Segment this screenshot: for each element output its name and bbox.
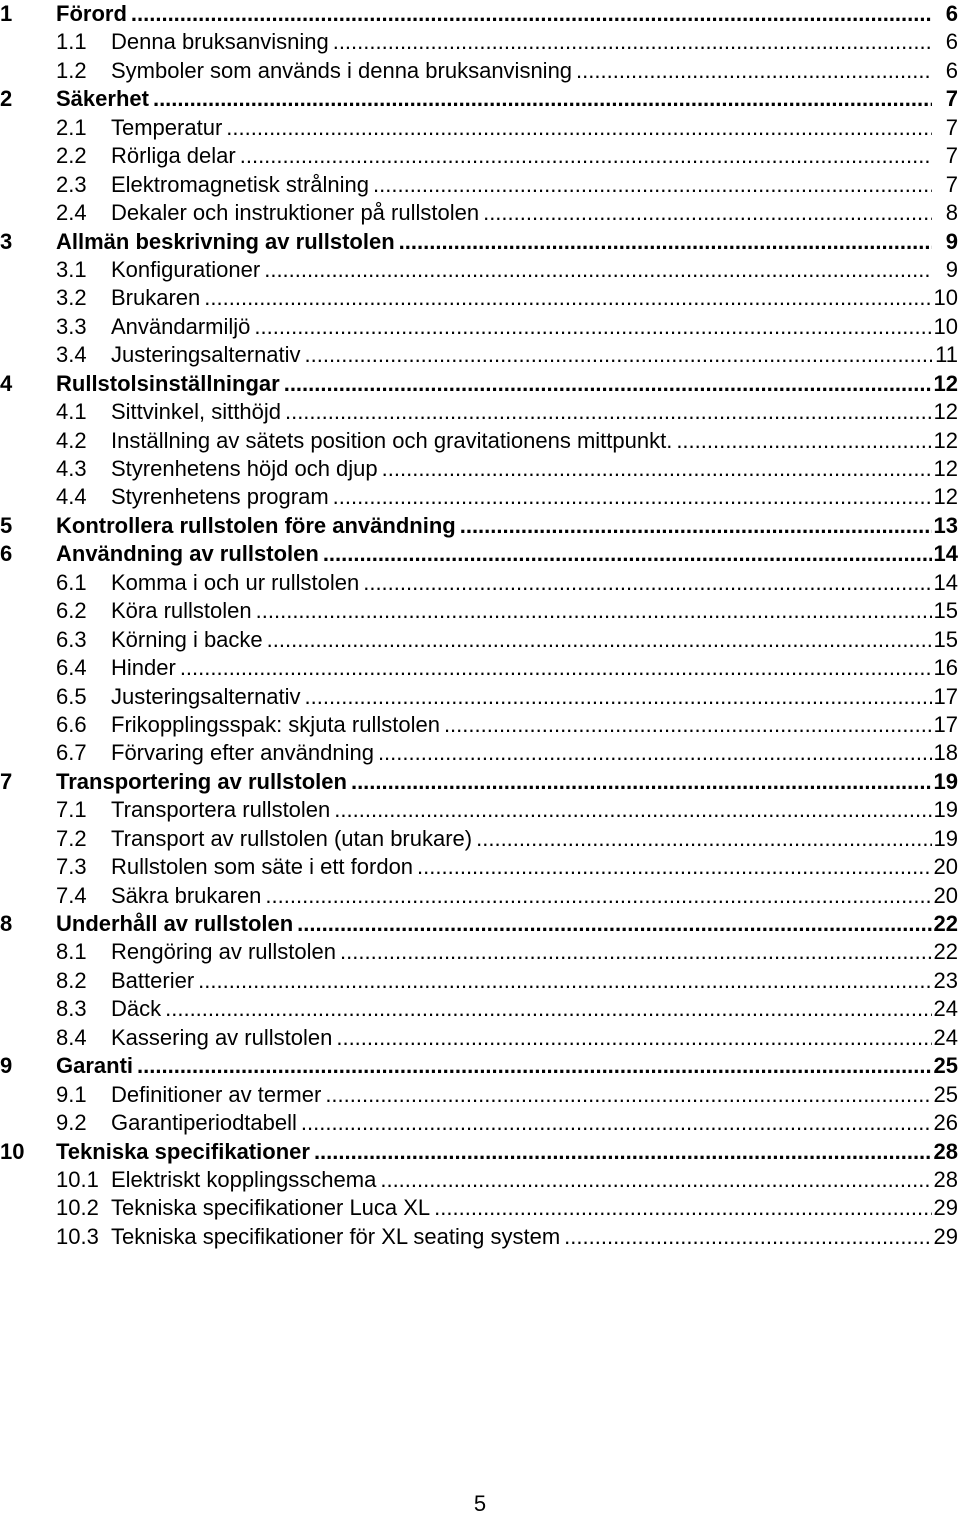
toc-entry-title: Rullstolen som säte i ett fordon — [111, 853, 417, 881]
toc-entry-page: 12 — [933, 427, 958, 453]
toc-entry-title-line — [56, 1138, 932, 1166]
toc-entry-title-line — [56, 910, 932, 938]
toc-entry-page: 29 — [933, 1223, 958, 1249]
toc-dot-leader — [198, 967, 932, 995]
toc-entry-title-line — [111, 28, 932, 56]
toc-entry-title-line — [111, 1194, 932, 1222]
toc-entry-title: Symboler som används i denna bruksanvisning — [111, 57, 576, 85]
toc-section-entry[interactable] — [0, 171, 960, 199]
toc-dot-leader — [284, 370, 932, 398]
toc-entry-title-line — [111, 853, 932, 881]
toc-entry-title-line — [111, 569, 932, 597]
toc-entry-title: Frikopplingsspak: skjuta rullstolen — [111, 711, 444, 739]
toc-section-entry[interactable] — [0, 739, 960, 767]
toc-entry-number: 9.1 — [56, 1081, 87, 1107]
toc-entry-page: 10 — [933, 313, 958, 339]
toc-section-entry[interactable] — [0, 142, 960, 170]
toc-entry-title-line — [111, 256, 932, 284]
toc-entry-title: Transportering av rullstolen — [56, 768, 351, 796]
toc-section-entry[interactable] — [0, 882, 960, 910]
toc-entry-page: 28 — [933, 1166, 958, 1192]
toc-entry-title-line — [111, 1109, 932, 1137]
toc-entry-number: 3.4 — [56, 342, 87, 368]
toc-dot-leader — [131, 0, 932, 28]
toc-entry-page: 14 — [933, 541, 958, 567]
toc-entry-page: 26 — [933, 1110, 958, 1136]
toc-entry-page: 9 — [945, 228, 958, 254]
toc-dot-leader — [265, 882, 932, 910]
toc-entry-number: 8.2 — [56, 967, 87, 993]
toc-entry-title-line — [111, 313, 932, 341]
toc-chapter-entry[interactable] — [0, 512, 960, 540]
toc-entry-title: Justeringsalternativ — [111, 683, 305, 711]
toc-dot-leader — [434, 1194, 932, 1222]
toc-entry-title: Säkerhet — [56, 85, 153, 113]
toc-entry-page: 25 — [933, 1081, 958, 1107]
toc-entry-title-line — [111, 825, 932, 853]
toc-entry-title: Däck — [111, 995, 165, 1023]
toc-entry-number: 1.1 — [56, 29, 87, 55]
toc-entry-number: 1.2 — [56, 57, 87, 83]
toc-entry-title-line — [111, 199, 932, 227]
toc-entry-page: 22 — [933, 911, 958, 936]
toc-entry-title: Rörliga delar — [111, 142, 240, 170]
toc-entry-page: 12 — [933, 399, 958, 425]
toc-entry-title: Batterier — [111, 967, 198, 995]
toc-entry-page: 17 — [933, 711, 958, 737]
toc-entry-title: Dekaler och instruktioner på rullstolen — [111, 199, 483, 227]
toc-entry-title-line — [56, 1052, 932, 1080]
toc-chapter-entry[interactable] — [0, 228, 960, 256]
toc-entry-title-line — [56, 228, 932, 256]
toc-entry-page: 6 — [945, 29, 958, 55]
toc-entry-title-line — [111, 1024, 932, 1052]
toc-chapter-entry[interactable] — [0, 910, 960, 938]
toc-entry-page: 18 — [933, 740, 958, 766]
toc-section-entry[interactable] — [0, 483, 960, 511]
toc-entry-title-line — [111, 938, 932, 966]
toc-entry-title: Kassering av rullstolen — [111, 1024, 336, 1052]
toc-entry-title-line — [111, 171, 932, 199]
toc-section-entry[interactable] — [0, 995, 960, 1023]
toc-entry-number: 5 — [0, 512, 13, 538]
toc-entry-page: 15 — [933, 626, 958, 652]
toc-entry-title: Styrenhetens höjd och djup — [111, 455, 382, 483]
toc-entry-title: Rengöring av rullstolen — [111, 938, 340, 966]
toc-entry-number: 7.1 — [56, 797, 87, 823]
toc-entry-page: 7 — [945, 171, 958, 197]
toc-section-entry[interactable] — [0, 597, 960, 625]
toc-chapter-entry[interactable] — [0, 0, 960, 28]
toc-entry-title-line — [111, 341, 932, 369]
toc-entry-title: Denna bruksanvisning — [111, 28, 333, 56]
toc-dot-leader — [564, 1223, 932, 1251]
toc-entry-title: Transportera rullstolen — [111, 796, 334, 824]
toc-entry-page: 28 — [933, 1138, 958, 1164]
toc-dot-leader — [380, 1166, 932, 1194]
toc-entry-title-line — [111, 683, 932, 711]
toc-entry-title-line — [56, 0, 932, 28]
toc-entry-title-line — [111, 57, 932, 85]
toc-dot-leader — [240, 142, 932, 170]
toc-entry-number: 6 — [0, 541, 13, 567]
toc-chapter-entry[interactable] — [0, 1052, 960, 1080]
toc-entry-page: 16 — [933, 655, 958, 681]
toc-entry-number: 2 — [0, 86, 13, 112]
toc-entry-title: Garantiperiodtabell — [111, 1109, 301, 1137]
toc-entry-number: 4 — [0, 370, 13, 396]
toc-entry-number: 4.1 — [56, 399, 87, 425]
toc-entry-title: Brukaren — [111, 284, 204, 312]
toc-section-entry[interactable] — [0, 455, 960, 483]
toc-dot-leader — [226, 114, 932, 142]
toc-entry-title: Elektromagnetisk strålning — [111, 171, 373, 199]
toc-section-entry[interactable] — [0, 683, 960, 711]
toc-entry-number: 8.4 — [56, 1024, 87, 1050]
toc-entry-page: 19 — [933, 825, 958, 851]
toc-chapter-entry[interactable] — [0, 370, 960, 398]
toc-entry-title-line — [111, 142, 932, 170]
toc-entry-page: 12 — [933, 484, 958, 510]
toc-entry-title: Rullstolsinställningar — [56, 370, 284, 398]
toc-entry-title: Styrenhetens program — [111, 483, 333, 511]
toc-entry-title: Temperatur — [111, 114, 226, 142]
toc-entry-title: Köra rullstolen — [111, 597, 256, 625]
toc-entry-number: 3 — [0, 228, 13, 254]
toc-entry-page: 17 — [933, 683, 958, 709]
toc-section-entry[interactable] — [0, 341, 960, 369]
toc-dot-leader — [305, 341, 932, 369]
toc-entry-page: 7 — [945, 114, 958, 140]
toc-entry-number: 10 — [0, 1138, 25, 1164]
toc-entry-title: Transport av rullstolen (utan brukare) — [111, 825, 476, 853]
toc-section-entry[interactable] — [0, 284, 960, 312]
toc-entry-page: 19 — [933, 797, 958, 823]
toc-section-entry[interactable] — [0, 1166, 960, 1194]
toc-section-entry[interactable] — [0, 825, 960, 853]
toc-dot-leader — [165, 995, 932, 1023]
toc-entry-page: 23 — [933, 967, 958, 993]
toc-entry-title-line — [111, 995, 932, 1023]
toc-dot-leader — [336, 1024, 932, 1052]
toc-entry-page: 9 — [945, 256, 958, 282]
toc-entry-number: 2.3 — [56, 171, 87, 197]
toc-entry-number: 3.3 — [56, 313, 87, 339]
toc-section-entry[interactable] — [0, 796, 960, 824]
page-number: 5 — [473, 1491, 487, 1516]
toc-entry-number: 10.3 — [56, 1223, 99, 1249]
toc-section-entry[interactable] — [0, 654, 960, 682]
toc-entry-page: 7 — [945, 143, 958, 169]
toc-entry-title: Definitioner av termer — [111, 1081, 325, 1109]
toc-entry-page: 20 — [933, 854, 958, 880]
toc-entry-page: 20 — [933, 882, 958, 908]
toc-dot-leader — [333, 28, 932, 56]
toc-dot-leader — [576, 57, 932, 85]
toc-entry-number: 1 — [0, 1, 13, 26]
toc-entry-number: 2.2 — [56, 143, 87, 169]
toc-dot-leader — [305, 683, 932, 711]
toc-section-entry[interactable] — [0, 711, 960, 739]
toc-entry-title-line — [111, 1166, 932, 1194]
toc-dot-leader — [460, 512, 932, 540]
toc-entry-title: Elektriskt kopplingsschema — [111, 1166, 380, 1194]
toc-entry-title-line — [111, 483, 932, 511]
toc-entry-title: Komma i och ur rullstolen — [111, 569, 363, 597]
toc-entry-title: Kontrollera rullstolen före användning — [56, 512, 460, 540]
toc-section-entry[interactable] — [0, 853, 960, 881]
toc-entry-page: 13 — [933, 512, 958, 538]
toc-entry-title: Allmän beskrivning av rullstolen — [56, 228, 399, 256]
toc-dot-leader — [204, 284, 932, 312]
toc-chapter-entry[interactable] — [0, 85, 960, 113]
toc-entry-title: Justeringsalternativ — [111, 341, 305, 369]
toc-entry-title: Tekniska specifikationer — [56, 1138, 314, 1166]
toc-entry-page: 12 — [933, 456, 958, 481]
toc-entry-page: 11 — [935, 342, 958, 368]
toc-section-entry[interactable] — [0, 1223, 960, 1251]
toc-dot-leader — [256, 597, 932, 625]
toc-entry-title: Körning i backe — [111, 626, 267, 654]
toc-entry-title-line — [111, 398, 932, 426]
toc-section-entry[interactable] — [0, 938, 960, 966]
toc-entry-title-line — [56, 768, 932, 796]
toc-entry-number: 7 — [0, 768, 13, 794]
toc-dot-leader — [444, 711, 932, 739]
toc-dot-leader — [301, 1109, 932, 1137]
toc-entry-number: 3.2 — [56, 285, 87, 311]
toc-dot-leader — [264, 256, 932, 284]
toc-entry-page: 25 — [933, 1053, 958, 1079]
toc-dot-leader — [382, 455, 932, 483]
toc-entry-title-line — [111, 114, 932, 142]
toc-section-entry[interactable] — [0, 114, 960, 142]
toc-chapter-entry[interactable] — [0, 768, 960, 796]
toc-chapter-entry[interactable] — [0, 1138, 960, 1166]
toc-dot-leader — [325, 1081, 932, 1109]
toc-entry-title-line — [111, 455, 932, 483]
toc-section-entry[interactable] — [0, 256, 960, 284]
toc-entry-number: 7.3 — [56, 854, 87, 880]
toc-entry-title-line — [111, 967, 932, 995]
toc-entry-page: 8 — [945, 200, 958, 226]
toc-entry-title-line — [111, 597, 932, 625]
toc-dot-leader — [137, 1052, 932, 1080]
toc-section-entry[interactable] — [0, 1109, 960, 1137]
toc-entry-title-line — [111, 1223, 932, 1251]
toc-entry-title: Förvaring efter användning — [111, 739, 378, 767]
toc-section-entry[interactable] — [0, 199, 960, 227]
toc-dot-leader — [417, 853, 932, 881]
toc-entry-title-line — [111, 882, 932, 910]
toc-dot-leader — [378, 739, 932, 767]
toc-entry-number: 6.5 — [56, 683, 87, 709]
toc-dot-leader — [476, 825, 932, 853]
toc-entry-number: 9.2 — [56, 1110, 87, 1136]
toc-entry-number: 3.1 — [56, 256, 87, 282]
toc-dot-leader — [254, 313, 932, 341]
toc-dot-leader — [676, 427, 932, 455]
toc-dot-leader — [363, 569, 932, 597]
toc-dot-leader — [351, 768, 932, 796]
toc-dot-leader — [483, 199, 932, 227]
toc-entry-title-line — [111, 626, 932, 654]
toc-dot-leader — [314, 1138, 932, 1166]
toc-section-entry[interactable] — [0, 398, 960, 426]
toc-dot-leader — [334, 796, 932, 824]
toc-entry-number: 8.3 — [56, 996, 87, 1022]
toc-section-entry[interactable] — [0, 569, 960, 597]
toc-section-entry[interactable] — [0, 1194, 960, 1222]
toc-entry-page: 22 — [933, 939, 958, 965]
toc-entry-number: 2.1 — [56, 114, 87, 140]
toc-section-entry[interactable] — [0, 626, 960, 654]
toc-entry-title: Underhåll av rullstolen — [56, 910, 297, 938]
toc-entry-title: Säkra brukaren — [111, 882, 265, 910]
toc-entry-number: 6.1 — [56, 569, 87, 595]
toc-entry-title-line — [111, 1081, 932, 1109]
toc-entry-number: 2.4 — [56, 200, 87, 226]
toc-entry-number: 10.1 — [56, 1166, 99, 1192]
toc-entry-number: 8 — [0, 911, 13, 936]
toc-entry-title: Användarmiljö — [111, 313, 254, 341]
toc-entry-title: Användning av rullstolen — [56, 540, 323, 568]
toc-section-entry[interactable] — [0, 967, 960, 995]
toc-dot-leader — [153, 85, 932, 113]
toc-entry-number: 7.4 — [56, 882, 87, 908]
toc-entry-title: Konfigurationer — [111, 256, 264, 284]
toc-entry-title: Hinder — [111, 654, 180, 682]
toc-entry-title-line — [111, 654, 932, 682]
toc-dot-leader — [399, 228, 932, 256]
toc-entry-page: 29 — [933, 1195, 958, 1221]
toc-entry-number: 6.7 — [56, 740, 87, 766]
toc-entry-page: 6 — [945, 57, 958, 83]
toc-dot-leader — [323, 540, 932, 568]
toc-dot-leader — [285, 398, 932, 426]
toc-entry-title-line — [56, 512, 932, 540]
toc-entry-number: 4.4 — [56, 484, 87, 510]
toc-entry-title-line — [56, 540, 932, 568]
toc-chapter-entry[interactable] — [0, 540, 960, 568]
toc-entry-title-line — [111, 427, 932, 455]
toc-entry-page: 7 — [945, 86, 958, 112]
toc-entry-title-line — [111, 284, 932, 312]
toc-entry-number: 6.2 — [56, 598, 87, 624]
toc-dot-leader — [333, 483, 932, 511]
toc-entry-number: 8.1 — [56, 939, 87, 965]
toc-dot-leader — [373, 171, 932, 199]
toc-entry-page: 12 — [933, 370, 958, 396]
toc-entry-page: 14 — [933, 569, 958, 595]
toc-entry-title: Tekniska specifikationer för XL seating system — [111, 1223, 564, 1251]
toc-dot-leader — [340, 938, 932, 966]
toc-entry-title: Förord — [56, 0, 131, 28]
toc-entry-number: 7.2 — [56, 825, 87, 851]
toc-entry-page: 6 — [945, 1, 958, 26]
toc-dot-leader — [297, 910, 932, 938]
toc-entry-number: 9 — [0, 1053, 13, 1079]
toc-dot-leader — [180, 654, 932, 682]
toc-section-entry[interactable] — [0, 1024, 960, 1052]
toc-section-entry[interactable] — [0, 427, 960, 455]
toc-entry-title-line — [56, 370, 932, 398]
toc-entry-title-line — [111, 796, 932, 824]
toc-entry-page: 15 — [933, 598, 958, 624]
toc-entry-number: 10.2 — [56, 1195, 99, 1221]
toc-entry-title: Sittvinkel, sitthöjd — [111, 398, 285, 426]
toc-entry-title-line — [111, 739, 932, 767]
toc-entry-title: Garanti — [56, 1052, 137, 1080]
toc-entry-page: 24 — [933, 996, 958, 1022]
toc-entry-title: Tekniska specifikationer Luca XL — [111, 1194, 434, 1222]
toc-entry-number: 6.3 — [56, 626, 87, 652]
toc-entry-number: 6.4 — [56, 655, 87, 681]
toc-dot-leader — [267, 626, 932, 654]
toc-entry-page: 19 — [933, 768, 958, 794]
toc-entry-page: 10 — [933, 285, 958, 311]
toc-entry-title-line — [56, 85, 932, 113]
toc-entry-title: Inställning av sätets position och gravitationens mittpunkt. — [111, 427, 676, 455]
toc-section-entry[interactable] — [0, 28, 960, 56]
toc-entry-number: 4.3 — [56, 456, 87, 481]
toc-entry-number: 4.2 — [56, 427, 87, 453]
toc-section-entry[interactable] — [0, 57, 960, 85]
toc-section-entry[interactable] — [0, 313, 960, 341]
toc-entry-title-line — [111, 711, 932, 739]
toc-entry-number: 6.6 — [56, 711, 87, 737]
toc-entry-page: 24 — [933, 1024, 958, 1050]
toc-section-entry[interactable] — [0, 1081, 960, 1109]
